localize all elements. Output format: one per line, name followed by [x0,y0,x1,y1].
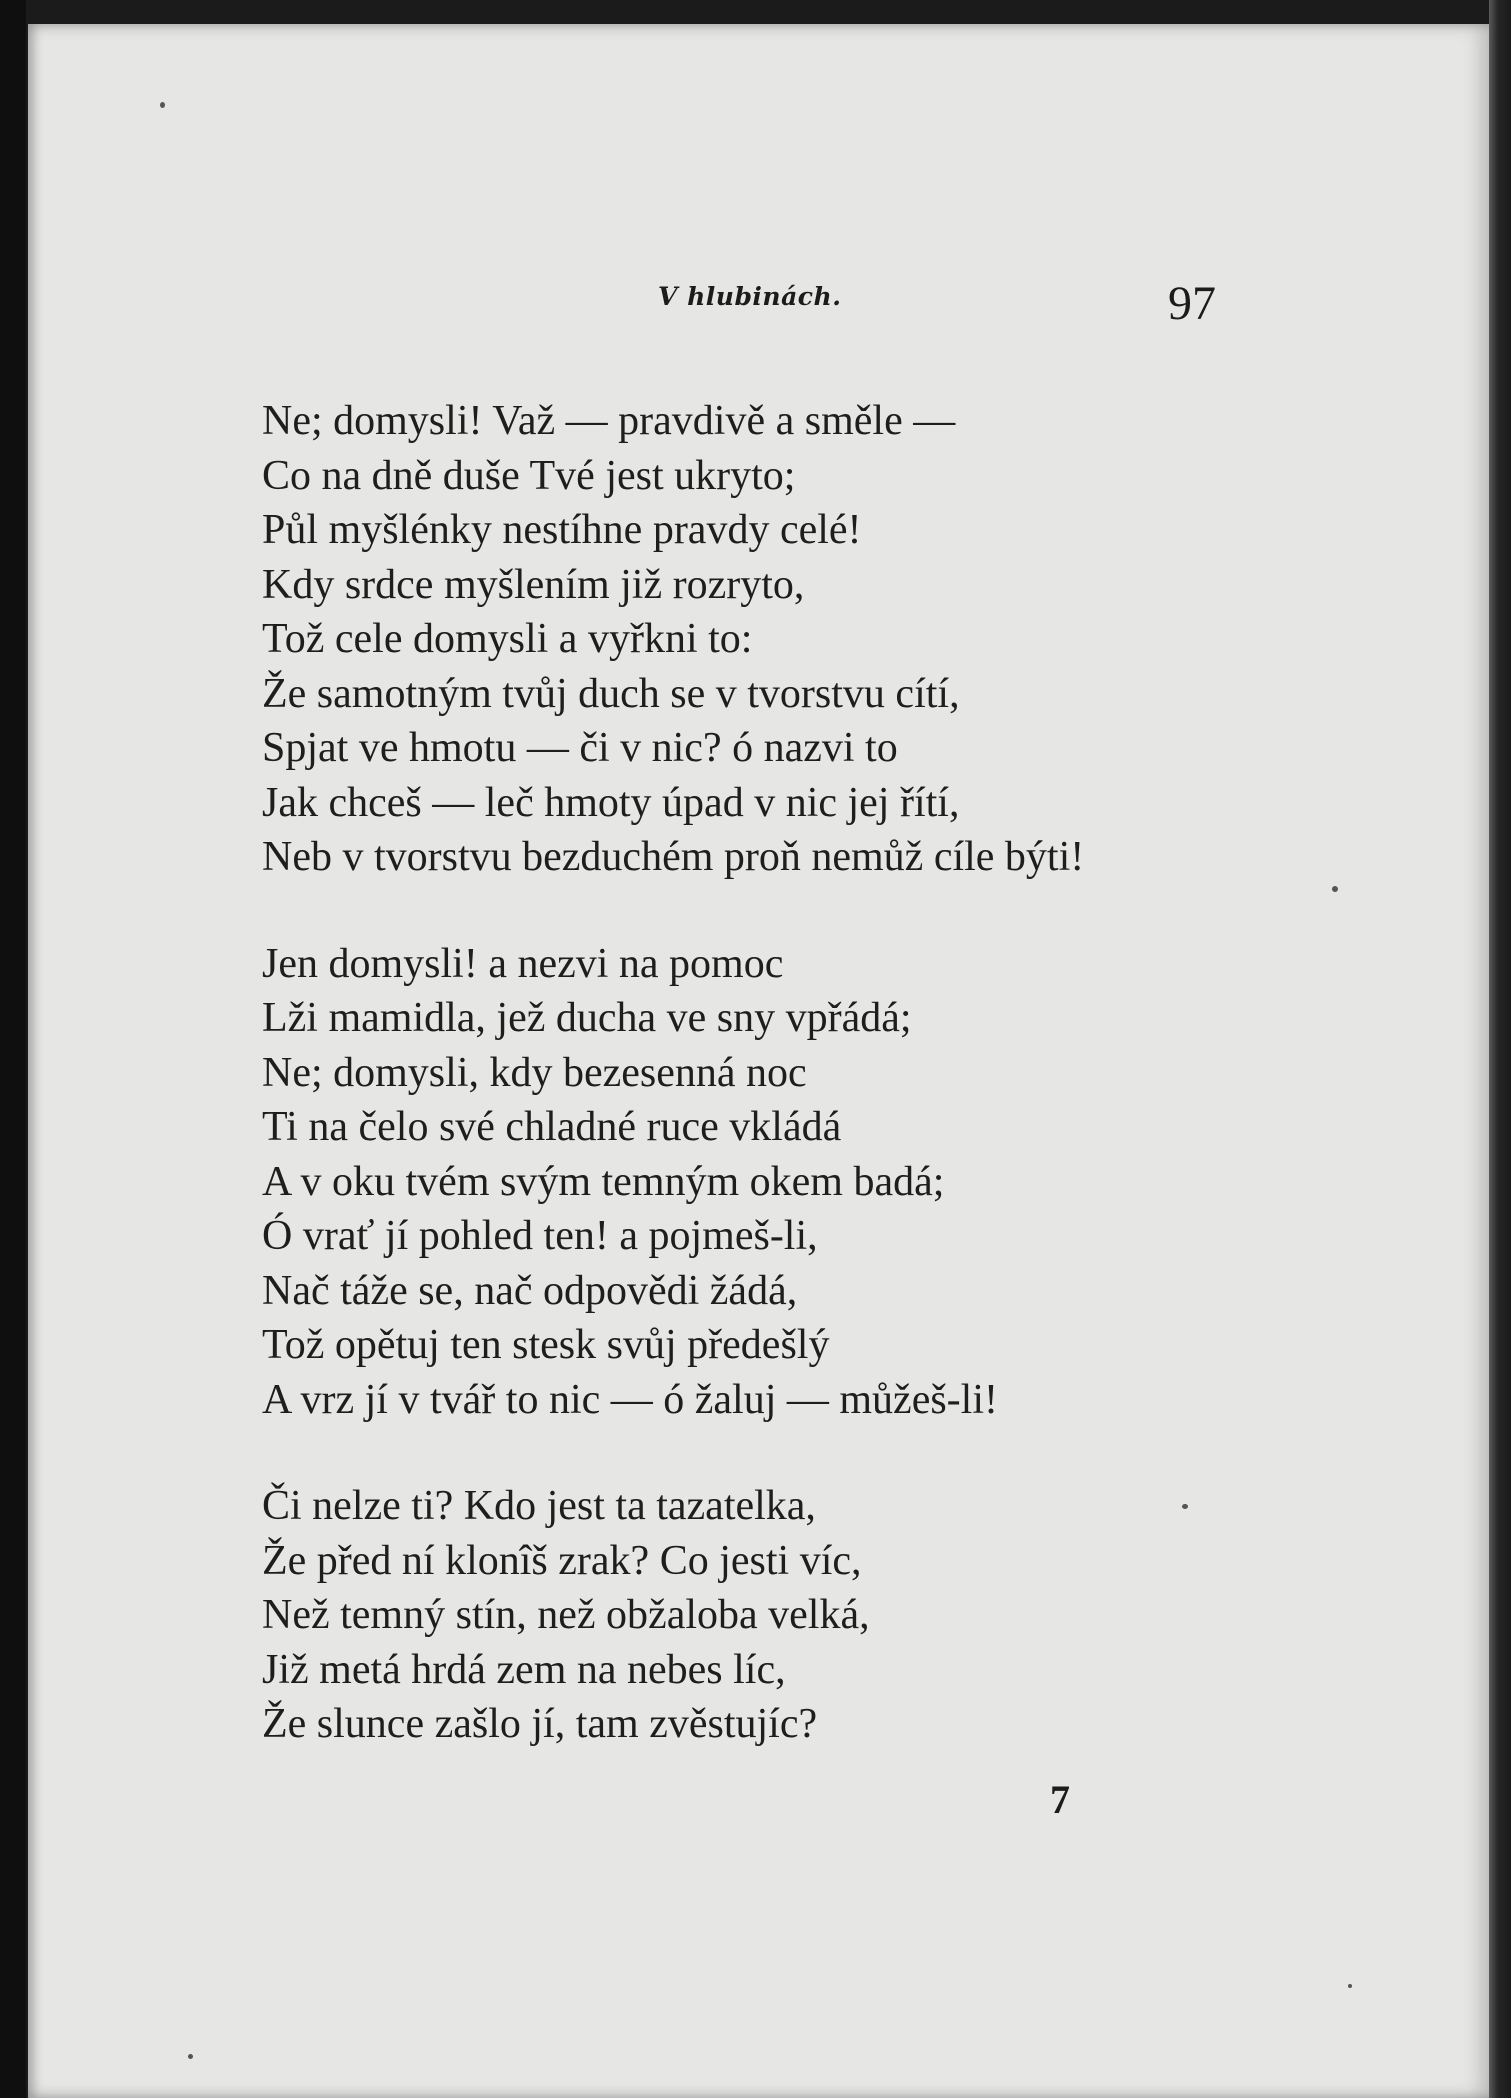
verse-line: Tož opětuj ten stesk svůj předešlý [262,1322,830,1368]
verse-line: A vrz jí v tvář to nic — ó žaluj — můžeš-li! [262,1376,998,1423]
verse-line: Ne; domysli, kdy bezesenná noc [262,1049,807,1096]
verse-line: Než temný stín, než obžaloba velká, [262,1592,870,1638]
stanza [262,1479,1262,1752]
book-page [28,24,1490,2098]
verse-line: Neb v tvorstvu bezduchém proň nemůž cíle býti! [262,834,1085,880]
verse-line: Kdy srdce myšlením již rozryto, [262,561,805,608]
verse-line: Či nelze ti? Kdo jest ta tazatelka, [262,1483,816,1529]
verse-line: Lži mamidla, jež ducha ve sny vpřádá; [262,995,912,1041]
verse-line: Jen domysli! a nezvi na pomoc [262,940,784,987]
verse-line: Že samotným tvůj duch se v tvorstvu cítí, [262,670,960,717]
verse-line: Že před ní klonîš zrak? Co jesti víc, [262,1537,862,1584]
verse-line: Ne; domysli! Važ — pravdivě a směle — [262,398,956,444]
verse-line: Ó vrať jí pohled ten! a pojmeš-li, [262,1213,818,1259]
stanza [262,937,1262,1428]
page-number: 97 [1168,277,1216,330]
binding-edge [0,0,26,2098]
verse-line: Co na dně duše Tvé jest ukryto; [262,452,796,499]
signature-mark: 7 [1050,1777,1070,1822]
paper-speck [188,2054,193,2059]
paper-speck [1332,886,1338,892]
verse-line: Spjat ve hmotu — či v nic? ó nazvi to [262,725,898,771]
verse-line: Že slunce zašlo jí, tam zvěstujíc? [262,1701,818,1747]
paper-speck [1182,1504,1188,1509]
verse-line: Ti na čelo své chladné ruce vkládá [262,1104,842,1150]
verse-line: Půl myšlénky nestíhne pravdy celé! [262,507,862,553]
verse-line: A v oku tvém svým temným okem badá; [262,1158,945,1205]
paper-speck [160,102,165,108]
poem [262,394,1262,1752]
verse-line: Nač táže se, nač odpovědi žádá, [262,1267,798,1314]
verse-line: Již metá hrdá zem na nebes líc, [262,1646,786,1693]
verse-line: Jak chceš — leč hmoty úpad v nic jej řítí, [262,779,960,826]
running-head: V hlubinách. [658,282,842,311]
paper-speck [1348,1984,1352,1988]
verse-line: Tož cele domysli a vyřkni to: [262,616,753,662]
fore-edge [1489,0,1511,2098]
stanza [262,394,1262,885]
